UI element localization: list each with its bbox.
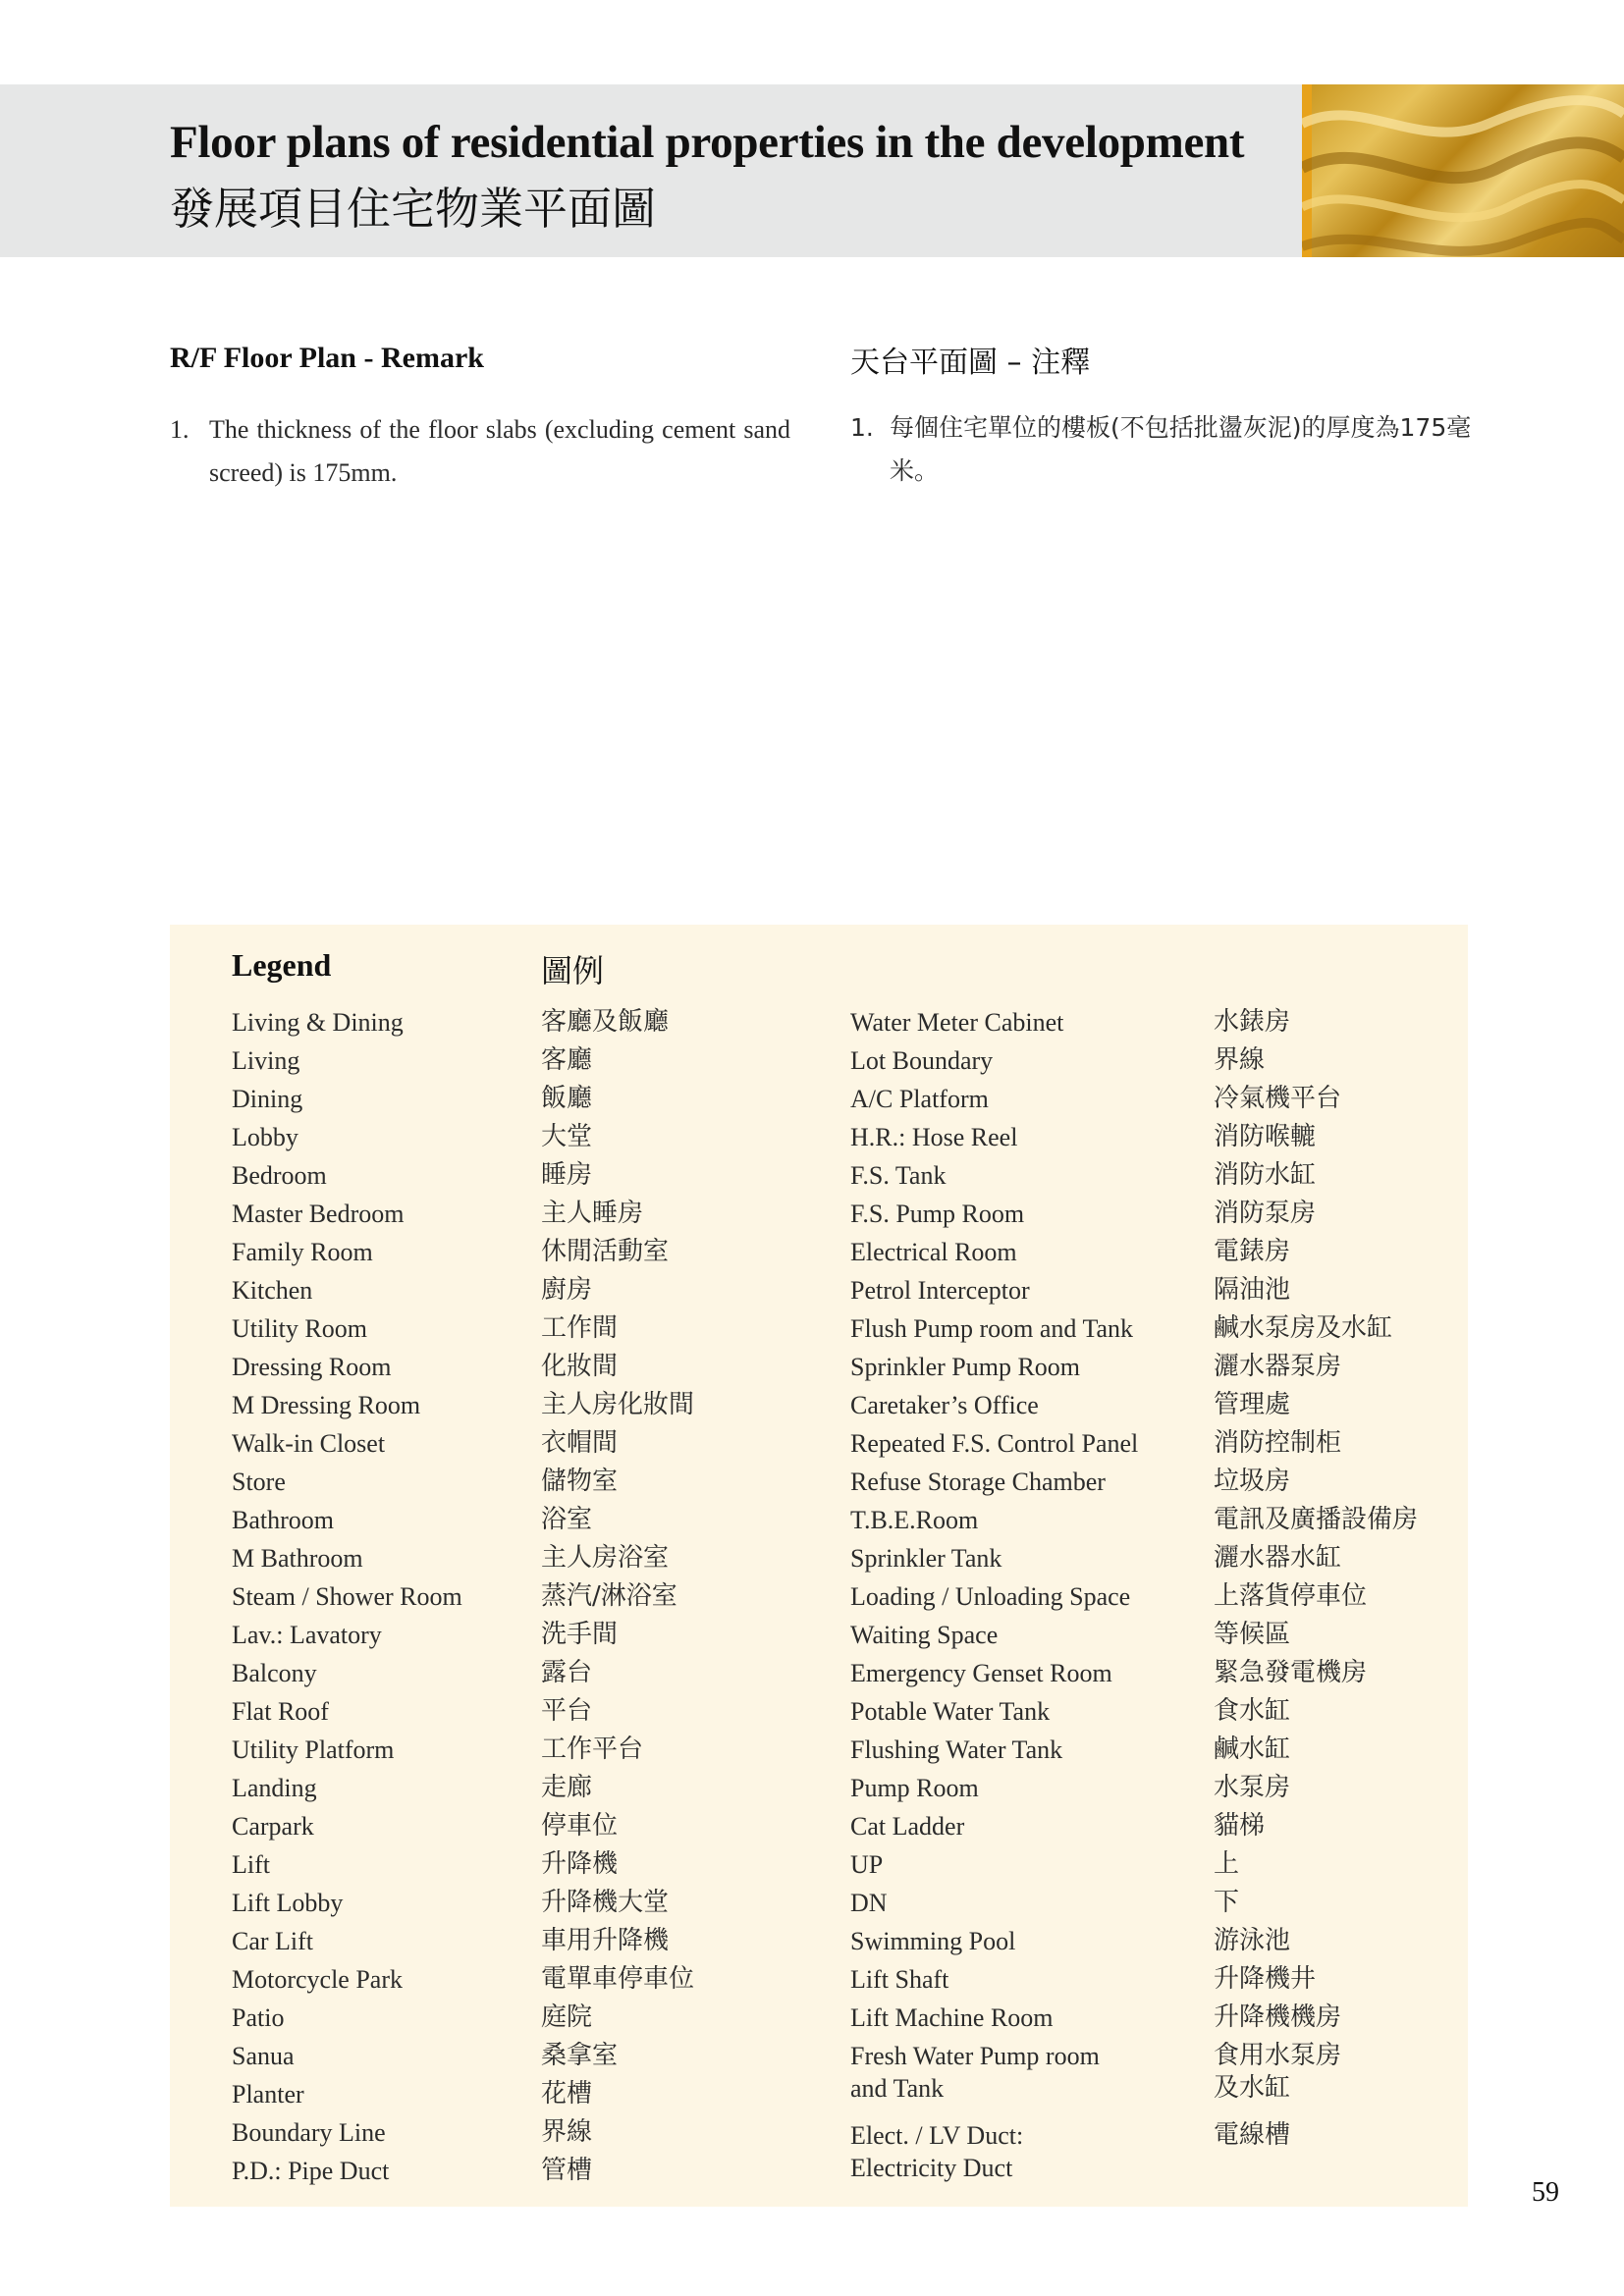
legend-item: 水錶房 [1214, 1007, 1291, 1037]
legend-item: 儲物室 [541, 1467, 619, 1496]
legend-item-line: 及水缸 [1214, 2073, 1291, 2103]
legend-item: Sprinkler Pump Room [850, 1353, 1081, 1381]
legend-column-left-zh [541, 1003, 694, 2190]
legend-item: Loading / Unloading Space [850, 1582, 1131, 1611]
legend-item: Flushing Water Tank [850, 1735, 1063, 1764]
legend-item: Store [232, 1468, 286, 1496]
legend-item: 水泵房 [1214, 1773, 1291, 1802]
legend-item: Steam / Shower Room [232, 1582, 462, 1611]
legend-item: Dining [232, 1085, 303, 1113]
legend-item: UP [850, 1850, 884, 1879]
legend-item: Master Bedroom [232, 1200, 405, 1228]
legend-item: Carpark [232, 1812, 314, 1841]
legend-item: 上 [1214, 1849, 1240, 1879]
legend-item: 灑水器水缸 [1214, 1543, 1342, 1573]
legend-item: Petrol Interceptor [850, 1276, 1030, 1305]
legend-item: T.B.E.Room [850, 1506, 979, 1534]
legend-column-left-en [232, 1003, 462, 2190]
legend-item: 電單車停車位 [541, 1964, 695, 1994]
legend-title-zh: 圖例 [541, 952, 605, 989]
legend-item: Motorcycle Park [232, 1965, 404, 1994]
legend-item: P.D.: Pipe Duct [232, 2157, 390, 2185]
legend-item: Kitchen [232, 1276, 313, 1305]
legend-item: Refuse Storage Chamber [850, 1468, 1106, 1496]
legend-item: 食水缸 [1214, 1696, 1291, 1726]
legend-item: Utility Platform [232, 1735, 395, 1764]
legend-item: 游泳池 [1214, 1926, 1291, 1955]
legend-item: Emergency Genset Room [850, 1659, 1112, 1687]
legend-item: 化妝間 [541, 1352, 619, 1381]
legend-item: M Dressing Room [232, 1391, 421, 1419]
legend-item: Lift Shaft [850, 1965, 949, 1994]
legend-item: Bedroom [232, 1161, 327, 1190]
legend-item: 花槽 [541, 2079, 593, 2109]
legend-item: F.S. Pump Room [850, 1200, 1025, 1228]
legend-item: 鹹水缸 [1214, 1735, 1291, 1764]
legend-item-line: 食用水泵房 [1214, 2041, 1342, 2070]
legend-item: 主人房浴室 [541, 1543, 670, 1573]
legend-item: 隔油池 [1214, 1275, 1291, 1305]
legend-item: Living & Dining [232, 1008, 404, 1037]
legend-item: 消防喉轆 [1214, 1122, 1317, 1151]
legend-item: 洗手間 [541, 1620, 619, 1649]
gold-wave-pattern [1302, 84, 1624, 257]
legend-item: 電訊及廣播設備房 [1214, 1505, 1419, 1534]
legend-item: 休閒活動室 [541, 1237, 670, 1266]
legend-item: 車用升降機 [541, 1926, 670, 1955]
page-title-en: Floor plans of residential properties in the development [170, 117, 1245, 168]
legend-item: 客廳 [541, 1045, 593, 1075]
remark-text: 每個住宅單位的樓板(不包括批盪灰泥)的厚度為175毫米。 [890, 413, 1472, 485]
remark-text: The thickness of the floor slabs (excluding cement sand screed) is 175mm. [209, 415, 790, 487]
legend-item: 下 [1214, 1888, 1240, 1917]
legend-item: 消防水缸 [1214, 1160, 1317, 1190]
legend-item-line: Elect. / LV Duct: [850, 2121, 1024, 2150]
legend-item: Walk-in Closet [232, 1429, 386, 1458]
legend-item: 消防泵房 [1214, 1199, 1317, 1228]
remark-number: 1. [850, 413, 874, 442]
legend-item: 睡房 [541, 1160, 593, 1190]
legend-item: 停車位 [541, 1811, 619, 1841]
legend-item: 蒸汽/淋浴室 [541, 1581, 677, 1611]
legend-item: Sanua [232, 2042, 295, 2070]
legend-item: 客廳及飯廳 [541, 1007, 670, 1037]
legend-item: Car Lift [232, 1927, 314, 1955]
legend-column-right-zh [1214, 1003, 1418, 2155]
legend-item: 工作平台 [541, 1735, 644, 1764]
page-title-zh: 發展項目住宅物業平面圖 [170, 183, 657, 235]
legend-item: 露台 [541, 1658, 593, 1687]
legend-item: 界線 [1214, 1045, 1266, 1075]
legend-item: 灑水器泵房 [1214, 1352, 1342, 1381]
legend-item: Lobby [232, 1123, 298, 1151]
legend-item: 緊急發電機房 [1214, 1658, 1368, 1687]
legend-item: 大堂 [541, 1122, 593, 1151]
legend-item: F.S. Tank [850, 1161, 947, 1190]
legend-item [1214, 2040, 1418, 2116]
legend-item: Patio [232, 2003, 285, 2032]
legend-item: 管槽 [541, 2156, 593, 2185]
legend-item: 界線 [541, 2117, 593, 2147]
legend-item: 升降機 [541, 1849, 619, 1879]
legend-item: Planter [232, 2080, 304, 2109]
legend-item: 上落貨停車位 [1214, 1581, 1368, 1611]
legend-item: Pump Room [850, 1774, 979, 1802]
legend-item: 平台 [541, 1696, 593, 1726]
remark-heading-zh: 天台平面圖 – 注釋 [850, 346, 1091, 380]
legend-item: 鹹水泵房及水缸 [1214, 1313, 1393, 1343]
legend-title-en: Legend [232, 947, 332, 983]
remark-item-zh [850, 406, 1479, 493]
remark-number: 1. [170, 415, 189, 444]
legend-item: 主人睡房 [541, 1199, 644, 1228]
legend-item: 桑拿室 [541, 2041, 619, 2070]
legend-item: 管理處 [1214, 1390, 1291, 1419]
legend-item: 升降機大堂 [541, 1888, 670, 1917]
legend-item: DN [850, 1889, 888, 1917]
legend-item: Boundary Line [232, 2118, 386, 2147]
legend-item: Potable Water Tank [850, 1697, 1051, 1726]
legend-item: 等候區 [1214, 1620, 1291, 1649]
legend-item: 庭院 [541, 2002, 593, 2032]
legend-item: Caretaker’s Office [850, 1391, 1039, 1419]
legend-item: Utility Room [232, 1314, 367, 1343]
legend-item [850, 2119, 1138, 2196]
legend-item: Living [232, 1046, 300, 1075]
legend-item [850, 2040, 1138, 2116]
legend-item-line: Fresh Water Pump room [850, 2042, 1100, 2070]
legend-item: Dressing Room [232, 1353, 392, 1381]
legend-item: 升降機井 [1214, 1964, 1317, 1994]
legend-item: Waiting Space [850, 1621, 999, 1649]
legend-item: Repeated F.S. Control Panel [850, 1429, 1139, 1458]
legend-item: Lift Machine Room [850, 2003, 1054, 2032]
legend-item: 垃圾房 [1214, 1467, 1291, 1496]
legend-item: Electrical Room [850, 1238, 1017, 1266]
legend-item: Balcony [232, 1659, 317, 1687]
legend-item: A/C Platform [850, 1085, 989, 1113]
legend-item-line: and Tank [850, 2074, 945, 2103]
legend-item: Lift Lobby [232, 1889, 344, 1917]
legend-item-line: Electricity Duct [850, 2154, 1013, 2182]
legend-item: Swimming Pool [850, 1927, 1016, 1955]
legend-item: Lift [232, 1850, 270, 1879]
legend-item: 衣帽間 [541, 1428, 619, 1458]
legend-item: Cat Ladder [850, 1812, 965, 1841]
legend-item: 浴室 [541, 1505, 593, 1534]
remark-heading-en: R/F Floor Plan - Remark [170, 342, 484, 374]
legend-item: 貓梯 [1214, 1811, 1266, 1841]
legend-item: 升降機機房 [1214, 2002, 1342, 2032]
legend-item: Lav.: Lavatory [232, 1621, 382, 1649]
legend-item: Landing [232, 1774, 317, 1802]
legend-item: 廚房 [541, 1275, 593, 1305]
page-number: 59 [1532, 2177, 1559, 2208]
legend-item: 走廊 [541, 1773, 593, 1802]
gold-texture-image [1302, 84, 1624, 257]
legend-item: 飯廳 [541, 1084, 593, 1113]
legend-item: Family Room [232, 1238, 373, 1266]
legend-item: Sprinkler Tank [850, 1544, 1002, 1573]
legend-item: Flush Pump room and Tank [850, 1314, 1134, 1343]
legend-item: Water Meter Cabinet [850, 1008, 1064, 1037]
remark-item-en [170, 408, 790, 495]
legend-column-right-en [850, 1003, 1138, 2196]
legend-item: 電錶房 [1214, 1237, 1291, 1266]
legend-item: Lot Boundary [850, 1046, 994, 1075]
legend-item: 工作間 [541, 1313, 619, 1343]
legend-item: 電線槽 [1214, 2120, 1291, 2150]
legend-item: Bathroom [232, 1506, 334, 1534]
legend-item: 冷氣機平台 [1214, 1084, 1342, 1113]
legend-item: H.R.: Hose Reel [850, 1123, 1018, 1151]
legend-item: 消防控制柜 [1214, 1428, 1342, 1458]
legend-item: 主人房化妝間 [541, 1390, 695, 1419]
legend-item: M Bathroom [232, 1544, 363, 1573]
legend-item: Flat Roof [232, 1697, 329, 1726]
